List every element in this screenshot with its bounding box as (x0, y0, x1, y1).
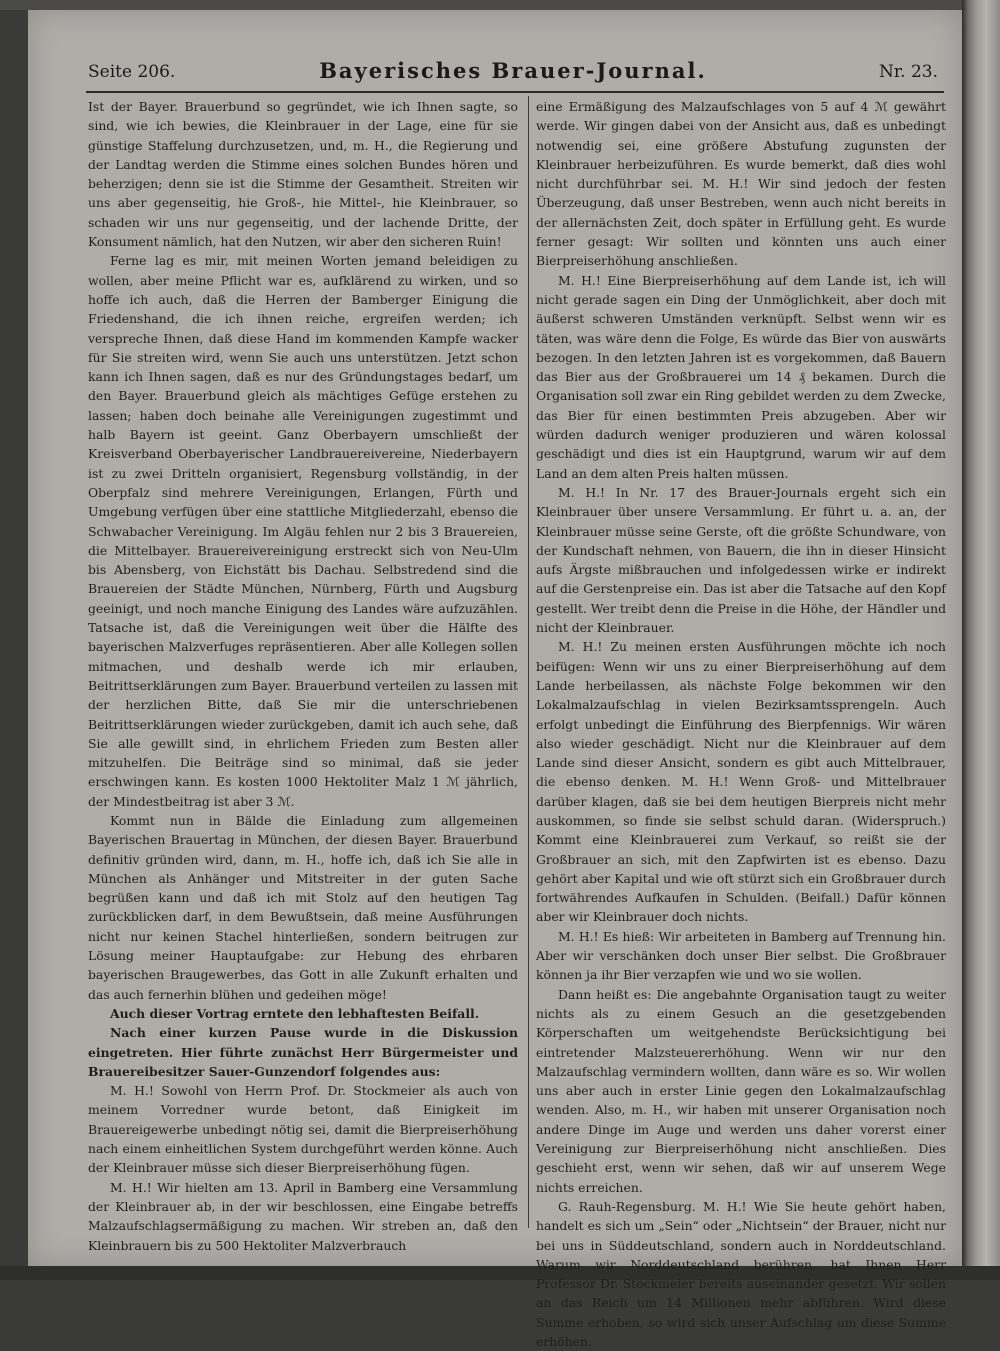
paragraph: Dann heißt es: Die angebahnte Organisation taugt zu weiter nichts als zu einem Gesuch an die gesetzgebenden Körperschaften um weitgehendste Berücksichtigung bei eintretender Malzsteuererhöhung. Wenn wir nur den Malzaufschlag vermindern wollten, dann wäre es so. Wir wollen uns aber auch in erster Linie gegen den Lokalmalzaufschlag wenden. Also, m. H., wir haben mit unserer Organisation noch andere Dinge im Auge und werden uns daher vorerst einer Vereinigung zur Bierpreiserhöhung nicht anschließen. Dies geschieht erst, wenn wir sehen, daß wir auf unserem Wege nichts erreichen. (536, 986, 946, 1195)
paragraph: M. H.! Sowohl von Herrn Prof. Dr. Stockmeier als auch von meinem Vorredner wurde betont, daß Einigkeit im Brauereigewerbe unbedingt nötig sei, damit die Bierpreiserhöhung nach einem einheitlichen System durchgeführt werden könne. Auch der Kleinbrauer müsse sich dieser Bierpreiserhöhung fügen. (88, 1083, 518, 1176)
page-header (88, 58, 938, 88)
paragraph-applause-note: Auch dieser Vortrag erntete den lebhaftesten Beifall. (110, 1005, 480, 1021)
paragraph: M. H.! Wir hielten am 13. April in Bamberg eine Versammlung der Kleinbrauer ab, in der wir beschlossen, eine Eingabe betreffs Malzaufschlagsermäßigung zu machen. Wir streben an, daß den Kleinbrauern bis zu 500 Hektoliter Malzverbrauch (88, 1179, 518, 1253)
paragraph: Kommt nun in Bälde die Einladung zum allgemeinen Bayerischen Brauertag in München, der diesen Bayer. Brauerbund definitiv gründen wird, dann, m. H., hoffe ich, daß ich Sie alle in München als Anhänger und Mitstreiter in der guten Sache begrüßen kann und daß ich mit Stolz auf den heutigen Tag zurückblicken darf, in dem Bewußtsein, daß meine Ausführungen nicht nur keinen Stachel hinterließen, sondern beitrugen zur Lösung meiner Hauptaufgabe: zur Hebung des ehrbaren bayerischen Braugewerbes, das Gott in alle Zukunft erhalten und das auch fernerhin blühen und gedeihen möge! (88, 812, 518, 1002)
paragraph: eine Ermäßigung des Malzaufschlages von 5 auf 4 ℳ gewährt werde. Wir gingen dabei von der Ansicht aus, daß es unbedingt notwendig sei, eine größere Abstufung zugunsten der Kleinbrauer herbeizuführen. Es wurde bemerkt, daß dies wohl nicht durchführbar sei. M. H.! Wir sind jedoch der festen Überzeugung, daß unser Bestreben, wenn auch nicht bereits in der allernächsten Zeit, doch später in Erfüllung geht. Es wurde ferner gesagt: Wir sollten und könnten uns auch einer Bierpreiserhöhung anschließen. (536, 99, 946, 269)
paragraph: Ist der Bayer. Brauerbund so gegründet, wie ich Ihnen sagte, so sind, wie ich bewies, die Kleinbrauer in der Lage, eine für sie günstige Staffelung durchzusetzen, und, m. H., die Regierung und der Landtag werden die Stimme eines solchen Bundes hören und beherzigen; denn sie ist die Stimme der Gesamtheit. Streiten wir uns aber gegenseitig, hie Groß-, hie Mittel-, hie Kleinbrauer, so schaden wir uns nur gegenseitig, und der lachende Dritte, der Konsument nämlich, hat den Nutzen, wir aber den sicheren Ruin! (88, 99, 518, 250)
paragraph: M. H.! In Nr. 17 des Brauer-Journals ergeht sich ein Kleinbrauer über unsere Versammlung. Er führt u. a. an, der Kleinbrauer müsse seine Gerste, oft die größte Schundware, von der Kundschaft nehmen, von Bauern, die ihn in dieser Hinsicht aufs Ärgste mißbrauchen und infolgedessen wirke er indirekt auf die Gerstenpreise ein. Das ist aber die Tatsache auf den Kopf gestellt. Wer treibt denn die Preise in die Höhe, der Händler und nicht der Kleinbrauer. (536, 484, 946, 636)
right-column (536, 97, 946, 1351)
paragraph: M. H.! Eine Bierpreiserhöhung auf dem Lande ist, ich will nicht gerade sagen ein Ding der Unmöglichkeit, aber doch mit äußerst schweren Umständen verknüpft. Selbst wenn wir es täten, was wäre denn die Folge, Es würde das Bier von auswärts bezogen. In den letzten Jahren ist es vorgekommen, daß Bauern das Bier aus der Großbrauerei um 14 ₰ bekamen. Durch die Organisation soll zwar ein Ring gebildet werden zu dem Zwecke, das Bier für einen bestimmten Preis abzugeben. Aber wir würden dadurch weniger produzieren und wären kolossal geschädigt und dies ist ein Hauptgrund, warum wir auf dem Land an dem alten Preis halten müssen. (536, 272, 946, 481)
paragraph: Ferne lag es mir, mit meinen Worten jemand beleidigen zu wollen, aber meine Pflicht war es, aufklärend zu wirken, und so hoffe ich auch, daß die Herren der Bamberger Einigung die Friedenshand, die ich ihnen reiche, ergreifen werden; ich verspreche Ihnen, daß diese Hand im kommenden Kampfe wacker für Sie streiten wird, wenn Sie auch uns unterstützen. Jetzt schon kann ich Ihnen sagen, daß es nur des Gründungstages bedarf, um den Bayer. Brauerbund gleich als mächtiges Gefüge erstehen zu lassen; haben doch beinahe alle Vereinigungen zugestimmt und halb Bayern ist geeint. Ganz Oberbayern umschließt der Kreisverband Oberbayerischer Landbrauereivereine, Niederbayern ist zu zwei Dritteln organisiert, Regensburg vollständig, in der Oberpfalz sind mehrere Vereinigungen, Erlangen, Fürth und Umgebung verfügen über eine stattliche Mitgliederzahl, ebenso die Schwabacher Vereinigung. Im Algäu fehlen nur 2 bis 3 Brauereien, die Mittelbayer. Brauereivereinigung erstreckt sich von Neu-Ulm bis Abensberg, von Eichstätt bis Dachau. Selbstredend sind die Brauereien der Städte München, Nürnberg, Fürth und Augsburg geeinigt, und noch manche Einigung des Landes wäre aufzuzählen. Tatsache ist, daß die Vereinigungen weit über die Hälfte des bayerischen Malzverfuges repräsentieren. Aber alle Kollegen sollen mitmachen, und deshalb werde ich mir erlauben, Beitrittserklärungen zum Bayer. Brauerbund verteilen zu lassen mit der herzlichen Bitte, daß Sie mir die unterschriebenen Beitrittserklärungen wieder zurückgeben, damit ich auch sehe, daß Sie alle gewillt sind, in ehrlichem Frieden zum Besten aller mitzuhelfen. Die Beiträge sind so minimal, daß sie jeder erschwingen kann. Es kosten 1000 Hektoliter Malz 1 ℳ jährlich, der Mindestbeitrag ist aber 3 ℳ. (88, 253, 518, 809)
scan-top-edge (0, 0, 1000, 10)
column-divider (528, 96, 529, 1228)
paragraph: G. Rauh-Regensburg. M. H.! Wie Sie heute gehört haben, handelt es sich um „Sein“ oder „Nichtsein“ der Brauer, nicht nur bei uns in Süddeutschland, sondern auch in Norddeutschland. Warum wir Norddeutschland berühren, hat Ihnen Herr Professor Dr. Stockmeier bereits auseinander gesetzt. Wir sollen an das Reich um 14 Millionen mehr abführen. Wird diese Summe erhoben, so wird sich unser Aufschlag um diese Summe erhöhen. (536, 1198, 946, 1349)
journal-title: Bayerisches Brauer-Journal. (319, 58, 707, 83)
paragraph: M. H.! Es hieß: Wir arbeiteten in Bamberg auf Trennung hin. Aber wir verschänken doch unser Bier selbst. Die Großbrauer können ja ihr Bier verzapfen wie und wo sie wollen. (536, 928, 946, 983)
left-column (88, 97, 518, 1255)
paragraph: M. H.! Zu meinen ersten Ausführungen möchte ich noch beifügen: Wenn wir uns zu einer Bierpreiserhöhung auf dem Lande herbeilassen, als nächste Folge bekommen wir den Lokalmalzaufschlag in vielen Bezirksamtssprengeln. Auch erfolgt unbedingt die Einführung des Bierpfennigs. Wir wären also wieder geschädigt. Nicht nur die Kleinbrauer auf dem Lande sind dieser Ansicht, sondern es gibt auch Mittelbrauer, die ebenso denken. M. H.! Wenn Groß- und Mittelbrauer darüber klagen, daß sie bei dem heutigen Bierpreis nicht mehr auskommen, so finde sie selbst schuld daran. (Widerspruch.) Kommt eine Kleinbrauerei zum Verkauf, so reißt sie der Großbrauer an sich, mit den Zapfwirten ist es ebenso. Dazu gehört aber Kapital und wie oft stürzt sich ein Großbrauer durch fortwährendes Aufkaufen in Schulden. (Beifall.) Dafür können aber wir Kleinbrauer doch nichts. (536, 639, 946, 925)
issue-number: Nr. 23. (879, 62, 938, 82)
paragraph-discussion-intro: Nach einer kurzen Pause wurde in die Diskussion eingetreten. Hier führte zunächst Herr Bürgermeister und Brauereibesitzer Sauer-Gunzendorf folgendes aus: (88, 1025, 518, 1079)
page-number: Seite 206. (88, 62, 176, 82)
header-rule (86, 91, 944, 93)
scan-right-edge (962, 0, 1000, 1280)
